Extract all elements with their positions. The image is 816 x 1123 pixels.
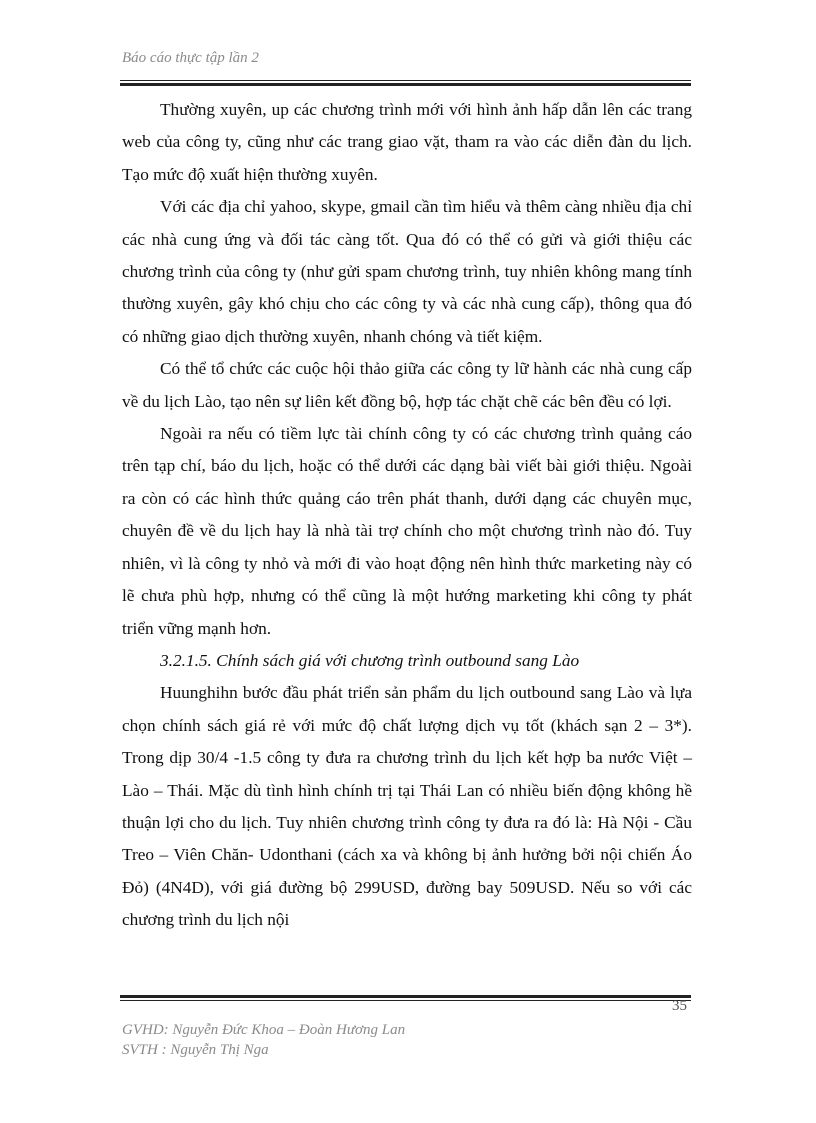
header-rule-thin [120,80,691,81]
section-paragraph: Huunghihn bước đầu phát triển sản phẩm du lịch outbound sang Lào và lựa chọn chính sách giá rẻ với mức độ chất lượng dịch vụ tốt (khách sạn 2 – 3*). Trong dịp 30/4 -1.5 công ty đưa ra chương trình du lịch kết hợp ba nước Việt – Lào – Thái. Mặc dù tình hình chính trị tại Thái Lan có nhiều biến động không hề thuận lợi cho du lịch. Tuy nhiên chương trình công ty đưa ra đó là: Hà Nội - Cầu Treo – Viên Chăn- Udonthani (cách xa và không bị ảnh hưởng bởi nội chiến Áo Đỏ) (4N4D), với giá đường bộ 299USD, đường bay 509USD. Nếu so với các chương trình du lịch nội [122,683,692,930]
footer-student: SVTH : Nguyễn Thị Nga [122,1042,269,1058]
footer-rule-thick [120,995,691,998]
page-body [122,94,692,937]
section-heading: 3.2.1.5. Chính sách giá với chương trình outbound sang Lào [160,650,580,670]
footer-rule-thin [120,1000,691,1001]
footer [122,1020,405,1060]
header-rule-thick [120,83,691,86]
header-title: Báo cáo thực tập lần 2 [122,50,259,66]
page-number: 35 [672,998,687,1014]
paragraph-1: Thường xuyên, up các chương trình mới với hình ảnh hấp dẫn lên các trang web của công ty, cũng như các trang giao vặt, tham ra vào các diễn đàn du lịch. Tạo mức độ xuất hiện thường xuyên. [122,100,692,184]
paragraph-3: Có thể tổ chức các cuộc hội thảo giữa các công ty lữ hành các nhà cung cấp về du lịch Lào, tạo nên sự liên kết đồng bộ, hợp tác chặt chẽ các bên đều có lợi. [122,359,692,411]
paragraph-4: Ngoài ra nếu có tiềm lực tài chính công ty có các chương trình quảng cáo trên tạp chí, báo du lịch, hoặc có thể dưới các dạng bài viết bài giới thiệu. Ngoài ra còn có các hình thức quảng cáo trên phát thanh, dưới dạng các chuyên mục, chuyên đề về du lịch hay là nhà tài trợ chính cho một chương trình nào đó. Tuy nhiên, vì là công ty nhỏ và mới đi vào hoạt động nên hình thức marketing này có lẽ chưa phù hợp, nhưng có thể cũng là một hướng marketing khi công ty phát triển vững mạnh hơn. [122,424,692,638]
paragraph-2: Với các địa chỉ yahoo, skype, gmail cần tìm hiểu và thêm càng nhiều địa chỉ các nhà cung ứng và đối tác càng tốt. Qua đó có thể có gửi và giới thiệu các chương trình của công ty (như gửi spam chương trình, tuy nhiên không mang tính thường xuyên, gây khó chịu cho các công ty và các nhà cung cấp), thông qua đó có những giao dịch thường xuyên, nhanh chóng và tiết kiệm. [122,197,692,346]
footer-advisor: GVHD: Nguyễn Đức Khoa – Đoàn Hương Lan [122,1022,406,1038]
